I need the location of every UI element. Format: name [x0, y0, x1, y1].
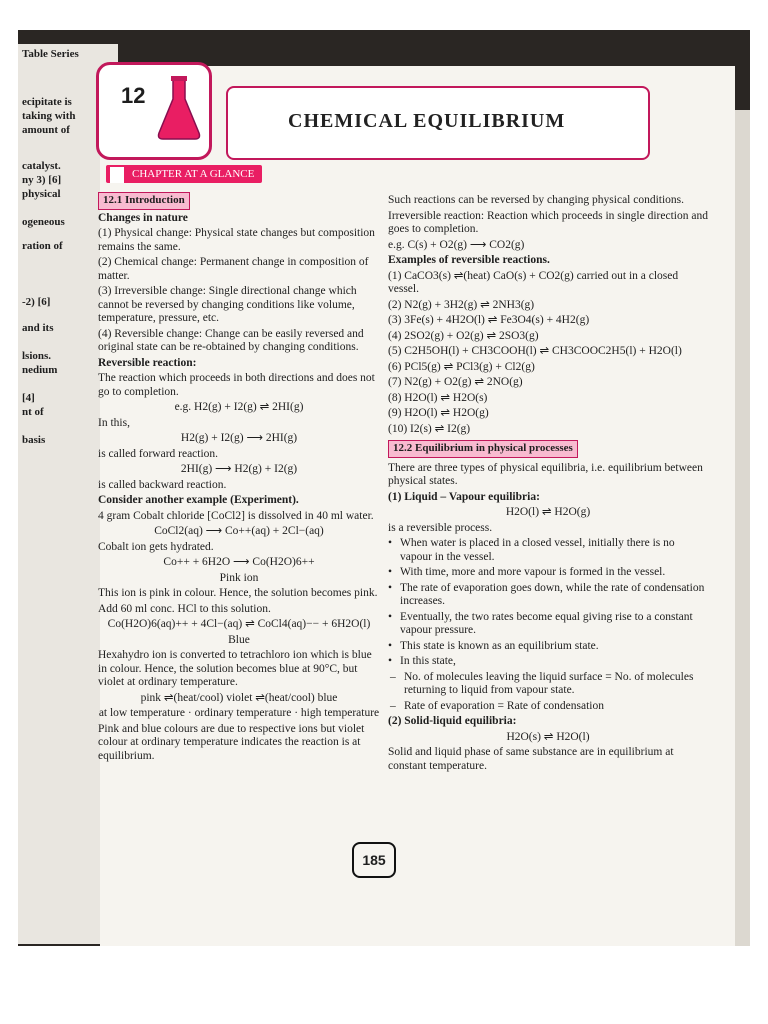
- text-line: CoCl2(aq) ⟶ Co++(aq) + 2Cl−(aq): [154, 525, 324, 537]
- title-bar: [226, 86, 650, 160]
- flask-icon: [157, 75, 201, 141]
- section-intro-heading: 12.1 Introduction: [98, 192, 190, 210]
- text-line: (2) Chemical change: Permanent change in composition of matter.: [98, 256, 369, 282]
- left-page-line: ecipitate is: [22, 96, 72, 108]
- left-page-line: ration of: [22, 240, 63, 252]
- text-line: (6) PCl5(g) ⇌ PCl3(g) + Cl2(g): [388, 360, 535, 373]
- text-line: (1) CaCO3(s) ⇌(heat) CaO(s) + CO2(g) carried out in a closed vessel.: [388, 269, 679, 295]
- text-line: at low temperature · ordinary temperature · high temperature: [98, 707, 380, 719]
- text-line: Add 60 ml conc. HCl to this solution.: [98, 602, 271, 615]
- text-line: (7) N2(g) + O2(g) ⇌ 2NO(g): [388, 376, 523, 388]
- text-line: The reaction which proceeds in both directions and does not go to completion.: [98, 372, 375, 398]
- text-line: • The rate of evaporation goes down, while the rate of condensation increases.: [388, 582, 708, 609]
- text-line: (3) Irreversible change: Single directional change which cannot be reversed by changing conditions like volume, temperature, pressure, etc.: [98, 285, 357, 324]
- left-page-line: [4]: [22, 392, 35, 404]
- left-page-line: basis: [22, 434, 46, 446]
- text-line: Cobalt ion gets hydrated.: [98, 540, 214, 553]
- left-page-line: nt of: [22, 406, 44, 418]
- left-page-line: taking with: [22, 110, 76, 122]
- left-page-line: catalyst.: [22, 160, 61, 172]
- chapter-title: CHEMICAL EQUILIBRIUM: [288, 110, 566, 132]
- text-line: Examples of reversible reactions.: [388, 254, 550, 266]
- text-line: In this,: [98, 416, 130, 429]
- text-line: (3) 3Fe(s) + 4H2O(l) ⇌ Fe3O4(s) + 4H2(g): [388, 314, 590, 326]
- left-page-line: and its: [22, 322, 54, 334]
- page-number: 185: [352, 842, 396, 878]
- left-page-line: lsions.: [22, 350, 52, 362]
- text-line: Co++ + 6H2O ⟶ Co(H2O)6++: [163, 556, 315, 568]
- text-line: 2HI(g) ⟶ H2(g) + I2(g): [180, 463, 298, 475]
- text-line: (9) H2O(l) ⇌ H2O(g): [388, 407, 489, 419]
- text-line: • When water is placed in a closed vessel, initially there is no vapour in the vessel.: [388, 537, 708, 564]
- text-line: H2O(l) ⇌ H2O(g): [505, 506, 591, 518]
- text-line: – Rate of evaporation = Rate of condensation: [388, 700, 708, 714]
- text-line: is called forward reaction.: [98, 447, 219, 460]
- text-line: pink ⇌(heat/cool) violet ⇌(heat/cool) blue: [140, 691, 338, 704]
- section-physical-heading: 12.2 Equilibrium in physical processes: [388, 440, 578, 458]
- left-page-line: -2) [6]: [22, 296, 51, 308]
- text-line: Pink and blue colours are due to respective ions but violet colour at ordinary temperature indicates the reaction is at equilibrium.: [98, 722, 365, 762]
- text-line: 4 gram Cobalt chloride [CoCl2] is dissolved in 40 ml water.: [98, 509, 374, 522]
- glance-label: [106, 165, 262, 183]
- text-line: (1) Liquid – Vapour equilibria:: [388, 490, 540, 503]
- glance-text: CHAPTER AT A GLANCE: [132, 168, 255, 180]
- left-page-line: ny 3) [6]: [22, 174, 62, 186]
- text-line: e.g. C(s) + O2(g) ⟶ CO2(g): [388, 238, 525, 251]
- text-line: e.g. H2(g) + I2(g) ⇌ 2HI(g): [174, 401, 304, 413]
- left-page-line: amount of: [22, 124, 70, 136]
- text-line: Pink ion: [219, 571, 259, 584]
- text-line: is called backward reaction.: [98, 478, 227, 491]
- chapter-number: 12: [121, 83, 146, 108]
- text-line: (2) N2(g) + 3H2(g) ⇌ 2NH3(g): [388, 298, 535, 311]
- text-line: (1) Physical change: Physical state changes but composition remains the same.: [98, 227, 375, 253]
- book-icon: [110, 167, 124, 183]
- text-line: (2) Solid-liquid equilibria:: [388, 715, 517, 727]
- text-line: Hexahydro ion is converted to tetrachloro ion which is blue in colour. Hence, the solution becomes blue at 90°C, but violet at ordinary temperature.: [98, 649, 372, 688]
- left-page-line: physical: [22, 188, 61, 200]
- text-line: is a reversible process.: [388, 521, 493, 534]
- left-page-line: ogeneous: [22, 216, 65, 228]
- text-line: (4) Reversible change: Change can be easily reversed and original state can be re-obtained by changing conditions.: [98, 327, 364, 353]
- text-line: • This state is known as an equilibrium state.: [388, 640, 708, 654]
- text-line: • Eventually, the two rates become equal giving rise to a constant vapour pressure.: [388, 611, 708, 638]
- text-line: • In this state,: [388, 655, 708, 669]
- left-page-line: nedium: [22, 364, 58, 376]
- text-line: There are three types of physical equilibria, i.e. equilibrium between physical states.: [388, 461, 703, 487]
- text-line: (8) H2O(l) ⇌ H2O(s): [388, 391, 488, 404]
- text-line: This ion is pink in colour. Hence, the solution becomes pink.: [98, 587, 378, 599]
- text-line: Irreversible reaction: Reaction which proceeds in single direction and goes to completion.: [388, 209, 708, 235]
- left-page-line: Table Series: [22, 48, 79, 60]
- text-line: (10) I2(s) ⇌ I2(g): [388, 422, 471, 435]
- text-line: Such reactions can be reversed by changing physical conditions.: [388, 194, 685, 206]
- text-line: (5) C2H5OH(l) + CH3COOH(l) ⇌ CH3COOC2H5(l) + H2O(l): [388, 345, 682, 357]
- text-line: H2(g) + I2(g) ⟶ 2HI(g): [180, 432, 298, 444]
- text-line: Reversible reaction:: [98, 356, 197, 369]
- text-line: Consider another example (Experiment).: [98, 494, 299, 506]
- text-line: Solid and liquid phase of same substance are in equilibrium at constant temperature.: [388, 746, 674, 772]
- left-column: [98, 192, 380, 765]
- right-column: [388, 194, 708, 775]
- text-line: – No. of molecules leaving the liquid surface = No. of molecules returning to liquid from vapour state.: [388, 671, 708, 698]
- text-line: Changes in nature: [98, 211, 188, 224]
- text-line: (4) 2SO2(g) + O2(g) ⇌ 2SO3(g): [388, 329, 539, 342]
- text-line: Blue: [228, 633, 250, 646]
- text-line: Co(H2O)6(aq)++ + 4Cl−(aq) ⇌ CoCl4(aq)−− + 6H2O(l): [107, 618, 371, 630]
- text-line: • With time, more and more vapour is formed in the vessel.: [388, 566, 708, 580]
- chapter-badge: [96, 62, 212, 160]
- text-line: H2O(s) ⇌ H2O(l): [506, 730, 590, 743]
